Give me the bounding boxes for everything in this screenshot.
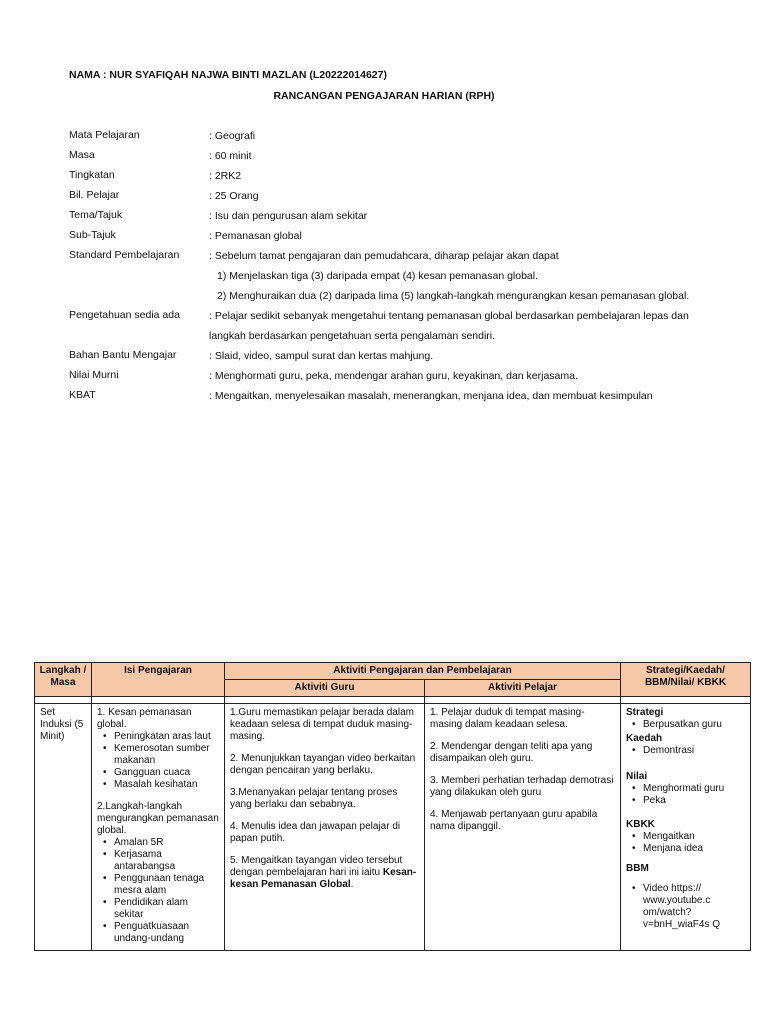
guru-step-1: 1.Guru memastikan pelajar berada dalam keadaan selesa di tempat duduk masing-masing. — [230, 707, 414, 742]
kbkk-label: KBKK — [626, 819, 655, 830]
header-strategi: Strategi/Kaedah/ BBM/Nilai/ KBKK — [621, 663, 751, 697]
list-item: • Amalan 5R — [97, 837, 219, 849]
info-value — [209, 389, 729, 409]
kaedah-list — [626, 745, 745, 757]
info-row — [69, 349, 729, 369]
spacer-row — [35, 697, 751, 704]
info-row — [69, 309, 729, 349]
isi-item-2-title: 2.Langkah-langkah mengurangkan pemanasan global. — [97, 801, 219, 836]
info-value — [209, 369, 729, 389]
info-label: Bil. Pelajar — [69, 189, 120, 201]
strategi-cell — [621, 704, 751, 951]
info-label: KBAT — [69, 389, 96, 401]
header-aktiviti-pdp: Aktiviti Pengajaran dan Pembelajaran — [225, 663, 621, 680]
info-value-line: : Sebelum tamat pengajaran dan pemudahcara, diharap pelajar akan dapat — [209, 250, 559, 262]
list-item: • Menghormati guru — [626, 783, 745, 795]
langkah-cell: Set Induksi (5 Minit) — [35, 704, 92, 951]
info-label: Mata Pelajaran — [69, 129, 140, 141]
info-label: Pengetahuan sedia ada — [69, 309, 180, 321]
list-item: • Kerjasama antarabangsa — [97, 849, 219, 873]
list-item: • Penggunaan tenaga mesra alam — [97, 873, 219, 897]
document-title: RANCANGAN PENGAJARAN HARIAN (RPH) — [273, 90, 495, 102]
list-item: • Demontrasi — [626, 745, 745, 757]
info-value-line: 2) Menghuraikan dua (2) daripada lima (5) langkah-langkah mengurangkan kesan pemanasan global. — [217, 290, 690, 302]
info-value — [209, 309, 729, 349]
kaedah-label: Kaedah — [626, 733, 663, 744]
list-item: • Peningkatan aras laut — [97, 731, 219, 743]
bbm-label: BBM — [626, 863, 649, 874]
info-label: Standard Pembelajaran — [69, 249, 180, 261]
info-row — [69, 169, 729, 189]
info-row — [69, 149, 729, 169]
nilai-label: Nilai — [626, 771, 648, 782]
list-item: • Mengaitkan — [626, 831, 745, 843]
info-value-line: : Isu dan pengurusan alam sekitar — [209, 210, 368, 222]
info-value-line: : 25 Orang — [209, 190, 259, 202]
info-value — [209, 349, 729, 369]
guru-step-5 — [230, 855, 419, 891]
aktiviti-pelajar-cell — [425, 704, 621, 951]
strategi-label: Strategi — [626, 707, 664, 718]
header-isi-pengajaran: Isi Pengajaran — [92, 663, 225, 697]
aktiviti-guru-cell — [225, 704, 425, 951]
info-value — [209, 189, 729, 209]
info-value-line: : Menghormati guru, peka, mendengar arahan guru, keyakinan, dan kerjasama. — [209, 370, 578, 382]
isi-item-1-list — [97, 731, 219, 791]
table-row — [35, 704, 751, 951]
isi-item-1-title: 1. Kesan pemanasan global. — [97, 707, 192, 730]
info-value — [209, 129, 729, 149]
info-row — [69, 369, 729, 389]
info-row — [69, 189, 729, 209]
nilai-list — [626, 783, 745, 807]
info-label: Tema/Tajuk — [69, 209, 123, 221]
info-row — [69, 389, 729, 409]
strategi-list — [626, 719, 745, 731]
pelajar-step-1: 1. Pelajar duduk di tempat masing-masing dalam keadaan selesa. — [430, 707, 585, 730]
bbm-list — [626, 883, 745, 931]
info-value-line: : Slaid, video, sampul surat dan kertas mahjung. — [209, 350, 434, 362]
isi-item-2-list — [97, 837, 219, 945]
guru-step-5-end: . — [350, 879, 354, 890]
info-value-line: : Pemanasan global — [209, 230, 302, 242]
info-value-line: : Mengaitkan, menyelesaikan masalah, menerangkan, menjana idea, dan membuat kesimpulan — [209, 390, 653, 402]
list-item: • Gangguan cuaca — [97, 767, 219, 779]
info-row — [69, 249, 729, 309]
list-item: • Pendidikan alam sekitar — [97, 897, 219, 921]
kbkk-list — [626, 831, 745, 855]
info-value — [209, 209, 729, 229]
list-item: • Peka — [626, 795, 745, 807]
info-value — [209, 169, 729, 189]
info-value-line: 1) Menjelaskan tiga (3) daripada empat (4) kesan pemanasan global. — [217, 270, 539, 282]
info-value — [209, 249, 729, 309]
info-row — [69, 129, 729, 149]
guru-step-4: 4. Menulis idea dan jawapan pelajar di papan putih. — [230, 821, 401, 844]
info-value-line: : Geografi — [209, 130, 256, 142]
list-item: • Berpusatkan guru — [626, 719, 745, 731]
pelajar-step-2: 2. Mendengar dengan teliti apa yang disampaikan oleh guru. — [430, 741, 593, 764]
pelajar-step-4: 4. Menjawab pertanyaan guru apabila nama dipanggil. — [430, 809, 598, 832]
list-item: • Kemerosotan sumber makanan — [97, 743, 219, 767]
info-row — [69, 209, 729, 229]
pelajar-step-3: 3. Memberi perhatian terhadap demotrasi yang dilakukan oleh guru — [430, 775, 614, 798]
info-value-line: : Pelajar sedikit sebanyak mengetahui tentang pemanasan global berdasarkan pembelajaran lepas dan — [209, 310, 689, 322]
info-value-line: langkah berdasarkan pengetahuan serta pengalaman sendiri. — [209, 330, 496, 342]
lesson-activity-table — [34, 662, 751, 951]
lesson-info-block — [69, 129, 729, 409]
info-value — [209, 229, 729, 249]
info-label: Nilai Murni — [69, 369, 119, 381]
guru-step-2: 2. Menunjukkan tayangan video berkaitan dengan pencairan yang berlaku. — [230, 753, 416, 776]
info-value-line: : 2RK2 — [209, 170, 242, 182]
list-item: • Penguatkuasaan undang-undang — [97, 921, 219, 945]
info-label: Sub-Tajuk — [69, 229, 116, 241]
info-label: Masa — [69, 149, 95, 161]
isi-cell — [92, 704, 225, 951]
guru-step-5-text: 5. Mengaitkan tayangan video tersebut dengan pembelajaran hari ini iaitu — [230, 855, 403, 878]
info-label: Tingkatan — [69, 169, 115, 181]
header-aktiviti-pelajar: Aktiviti Pelajar — [425, 680, 621, 697]
info-label: Bahan Bantu Mengajar — [69, 349, 177, 361]
list-item: • Video https:// www.youtube.c om/watch? v=bnH_wiaF4s Q — [626, 883, 745, 931]
list-item: • Masalah kesihatan — [97, 779, 219, 791]
student-name-line: NAMA : NUR SYAFIQAH NAJWA BINTI MAZLAN (L20222014627) — [69, 69, 387, 81]
info-value — [209, 149, 729, 169]
guru-step-3: 3.Menanyakan pelajar tentang proses yang berlaku dan sebabnya. — [230, 787, 398, 810]
info-value-line: : 60 minit — [209, 150, 252, 162]
info-row — [69, 229, 729, 249]
header-aktiviti-guru: Aktiviti Guru — [225, 680, 425, 697]
guru-step-5-topic: Kesan-kesan Pemanasan Global — [230, 867, 417, 890]
list-item: • Menjana idea — [626, 843, 745, 855]
header-langkah-masa: Langkah / Masa — [35, 663, 92, 697]
